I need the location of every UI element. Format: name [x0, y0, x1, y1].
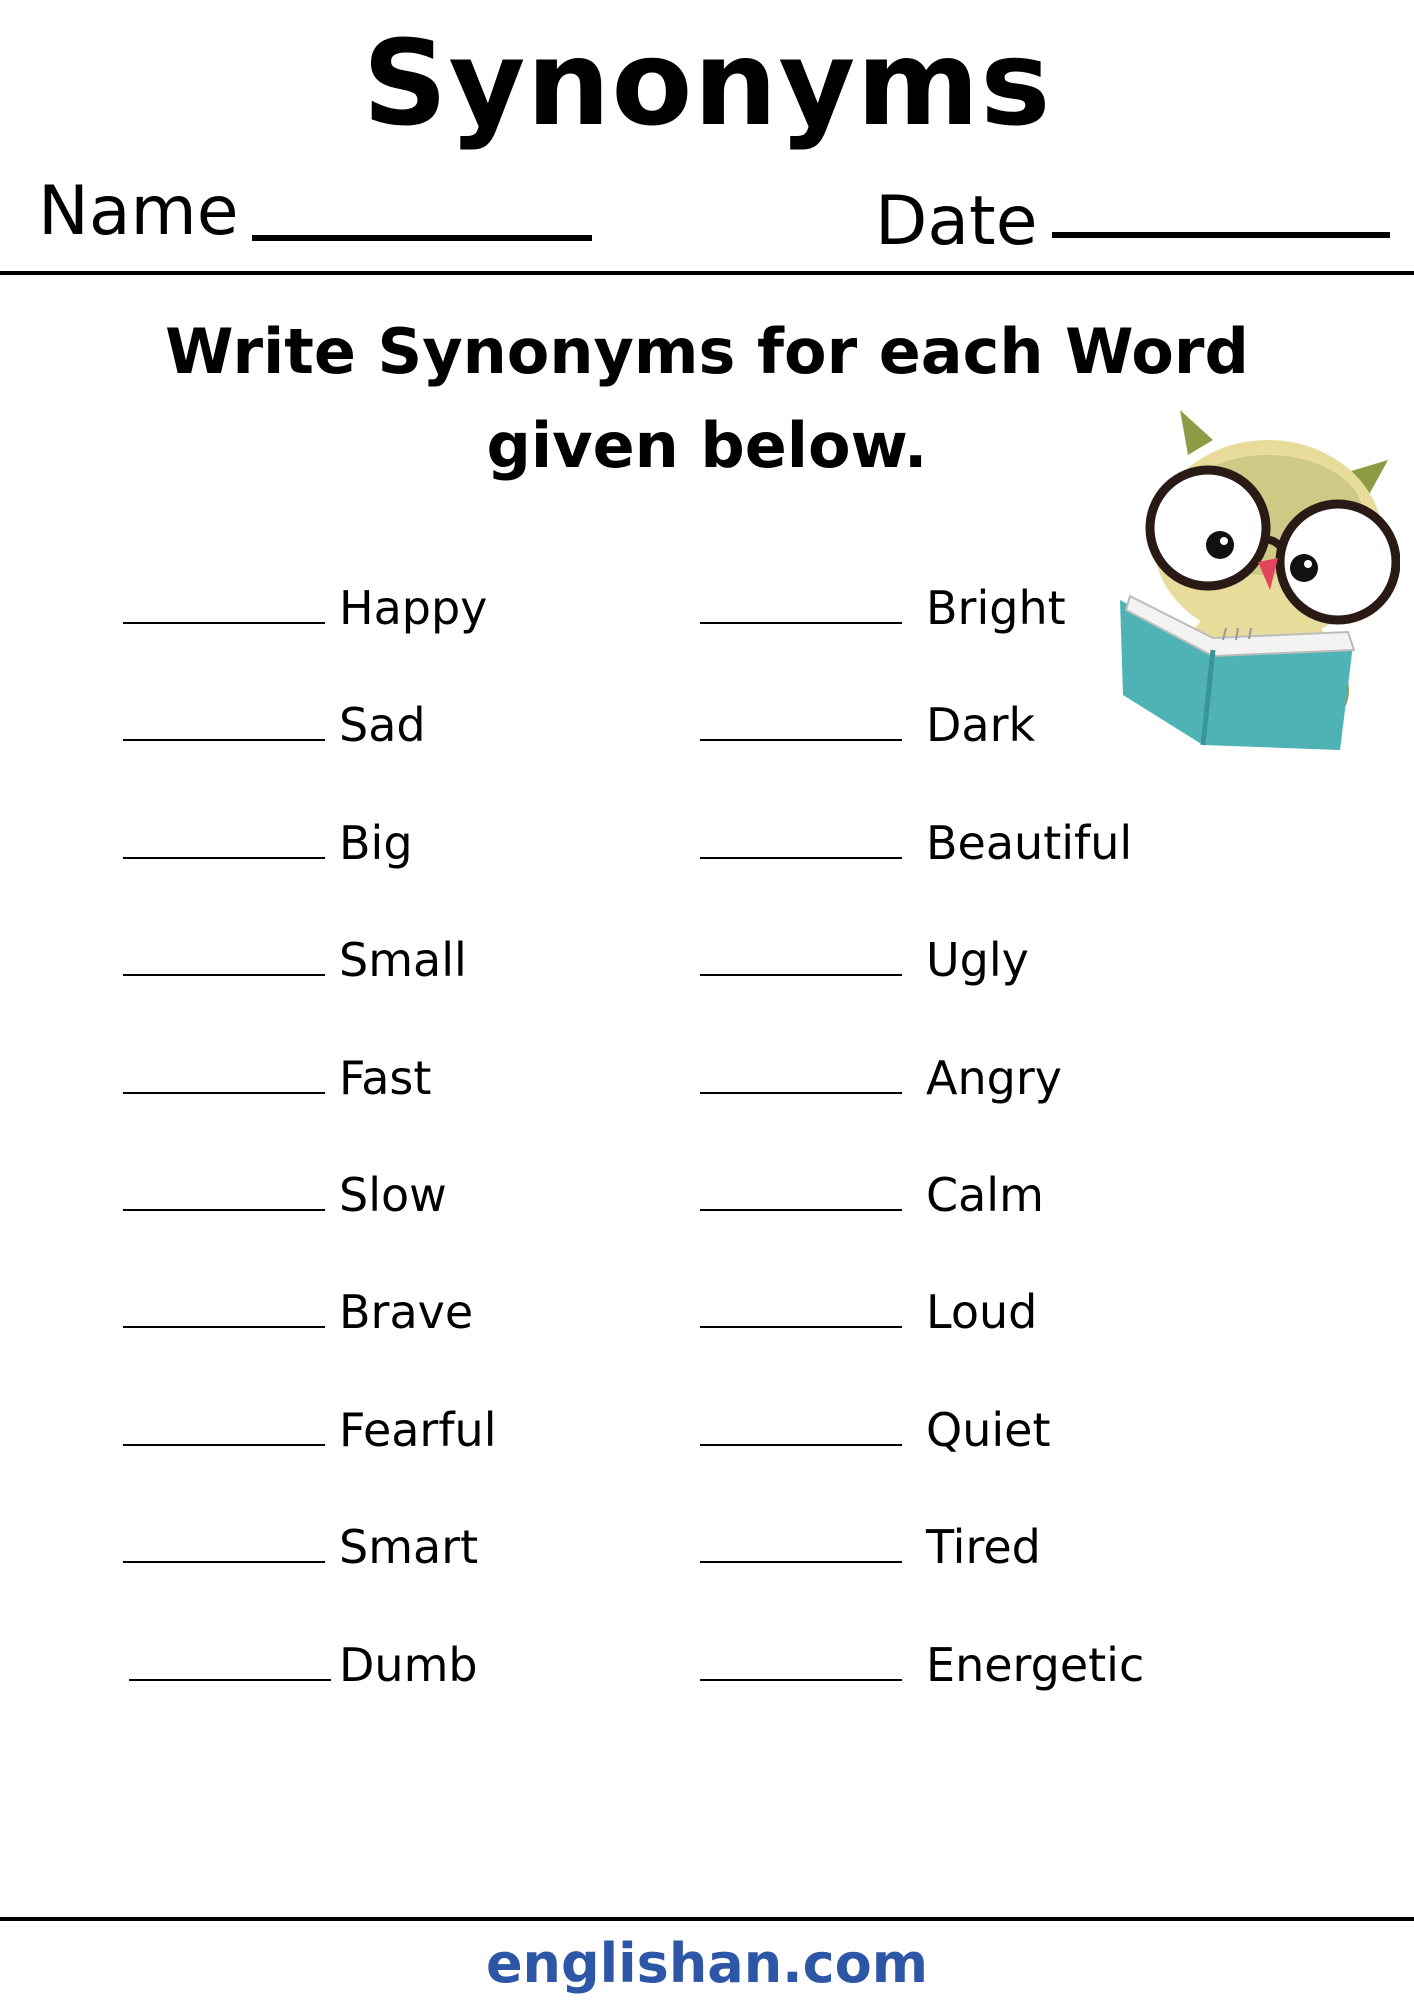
word-list-right	[700, 580, 1260, 1754]
word-label: Sad	[339, 698, 426, 753]
footer-site-link[interactable]: englishan.com	[485, 1932, 929, 1995]
name-label: Name	[38, 172, 239, 251]
list-item	[123, 1284, 683, 1401]
list-item	[123, 815, 683, 932]
footer-divider	[0, 1917, 1414, 1921]
list-item	[700, 1402, 1260, 1519]
word-label: Fast	[339, 1050, 432, 1105]
answer-blank[interactable]	[123, 1209, 325, 1211]
list-item	[700, 932, 1260, 1049]
answer-blank[interactable]	[700, 1444, 902, 1446]
list-item	[123, 1519, 683, 1636]
date-field[interactable]	[1052, 232, 1390, 238]
list-item	[123, 1637, 683, 1754]
word-label: Dumb	[339, 1637, 478, 1692]
word-label: Angry	[926, 1050, 1062, 1105]
list-item	[123, 580, 683, 697]
word-label: Small	[339, 933, 467, 988]
list-item	[123, 1167, 683, 1284]
owl-pupil-right	[1290, 554, 1318, 582]
word-label: Loud	[926, 1285, 1038, 1340]
word-label: Smart	[339, 1520, 479, 1575]
owl-ear-left	[1180, 410, 1213, 455]
list-item	[700, 815, 1260, 932]
list-item	[123, 697, 683, 814]
word-label: Tired	[926, 1520, 1041, 1575]
answer-blank[interactable]	[700, 622, 902, 624]
word-label: Dark	[926, 698, 1036, 753]
word-label: Calm	[926, 1167, 1044, 1222]
list-item	[700, 1050, 1260, 1167]
word-label: Beautiful	[926, 815, 1133, 870]
name-field[interactable]	[252, 235, 592, 241]
instructions-line-2: given below.	[486, 409, 928, 482]
word-label: Fearful	[339, 1402, 497, 1457]
answer-blank[interactable]	[700, 1326, 902, 1328]
answer-blank[interactable]	[700, 1561, 902, 1563]
list-item	[700, 1519, 1260, 1636]
list-item	[700, 1167, 1260, 1284]
word-label: Big	[339, 815, 413, 870]
date-label: Date	[875, 182, 1038, 261]
word-label: Slow	[339, 1167, 447, 1222]
word-label: Bright	[926, 581, 1066, 635]
answer-blank[interactable]	[123, 974, 325, 976]
word-label: Ugly	[926, 933, 1029, 988]
owl-pupil-left-shine	[1220, 537, 1228, 545]
owl-pupil-left	[1206, 531, 1234, 559]
word-label: Energetic	[926, 1637, 1145, 1692]
list-item	[123, 1402, 683, 1519]
answer-blank[interactable]	[700, 739, 902, 741]
answer-blank[interactable]	[129, 1679, 331, 1681]
answer-blank[interactable]	[123, 1561, 325, 1563]
answer-blank[interactable]	[123, 1092, 325, 1094]
instructions-line-1: Write Synonyms for each Word	[165, 315, 1249, 388]
answer-blank[interactable]	[123, 739, 325, 741]
answer-blank[interactable]	[123, 1444, 325, 1446]
list-item	[700, 1284, 1260, 1401]
answer-blank[interactable]	[700, 974, 902, 976]
answer-blank[interactable]	[700, 1209, 902, 1211]
list-item	[700, 1637, 1260, 1754]
answer-blank[interactable]	[123, 622, 325, 624]
book-cover-right	[1203, 645, 1353, 750]
word-label: Quiet	[926, 1402, 1051, 1457]
header-divider	[0, 271, 1414, 275]
word-label: Brave	[339, 1285, 474, 1340]
answer-blank[interactable]	[123, 857, 325, 859]
page-title: Synonyms	[362, 14, 1052, 152]
word-list-left	[123, 580, 683, 1754]
answer-blank[interactable]	[700, 857, 902, 859]
answer-blank[interactable]	[700, 1679, 902, 1681]
word-label: Happy	[339, 581, 488, 635]
glasses-lens-left	[1150, 470, 1266, 586]
owl-reading-book-icon	[1118, 400, 1400, 755]
list-item	[123, 932, 683, 1049]
list-item	[123, 1050, 683, 1167]
answer-blank[interactable]	[700, 1092, 902, 1094]
owl-pupil-right-shine	[1304, 560, 1312, 568]
answer-blank[interactable]	[123, 1326, 325, 1328]
